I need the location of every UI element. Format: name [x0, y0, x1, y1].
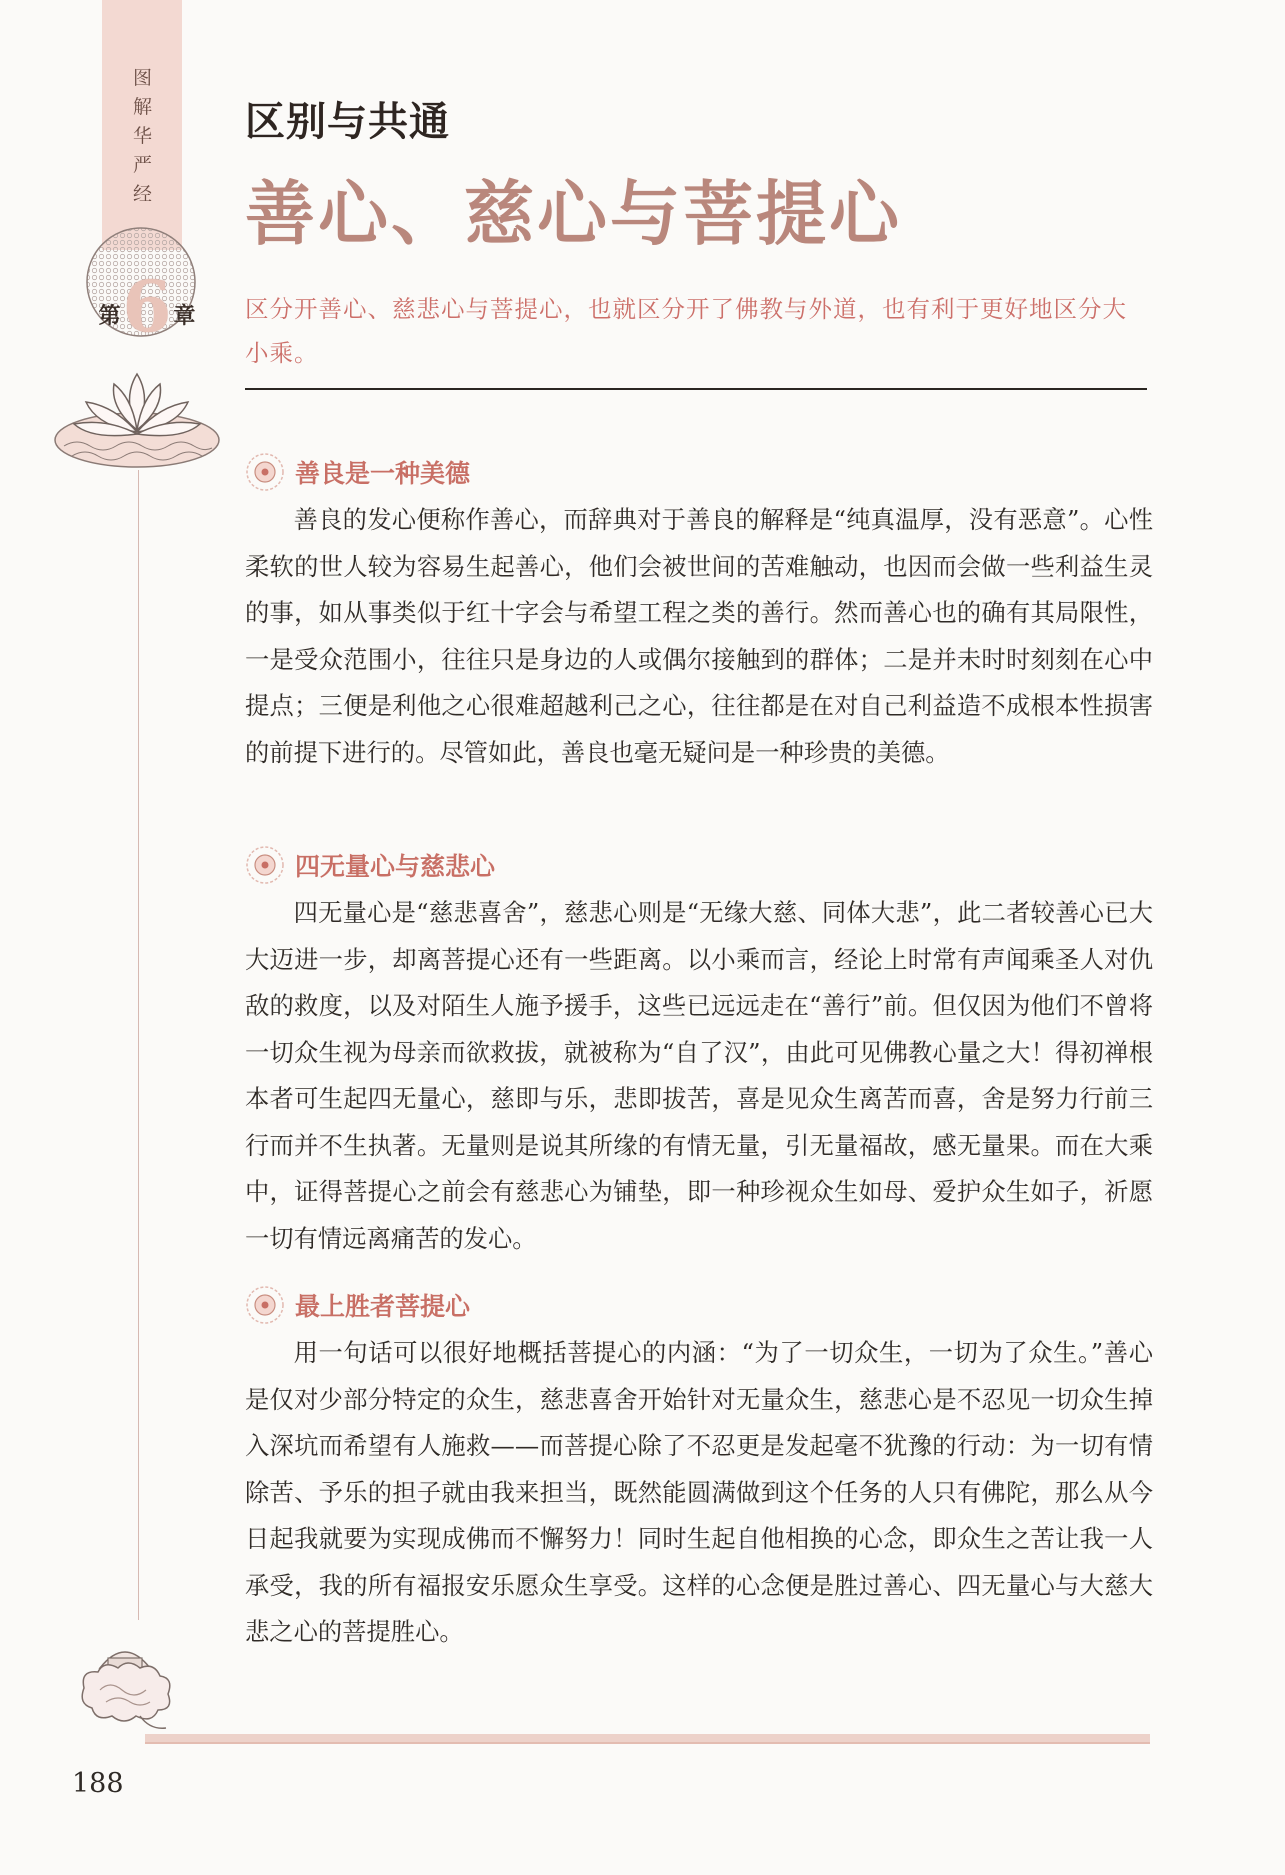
- footer-rule: [145, 1734, 1150, 1744]
- page-title: 善心、慈心与菩提心: [245, 172, 902, 255]
- dharma-wheel-icon: [245, 452, 285, 492]
- section-heading-1: [245, 452, 470, 492]
- chapter-label: [92, 265, 202, 348]
- dharma-wheel-icon: [245, 1285, 285, 1325]
- chapter-number: 6: [122, 265, 172, 348]
- margin-line: [138, 470, 139, 1620]
- book-series-title: 图解华严经: [132, 67, 153, 205]
- section-heading-2: [245, 845, 495, 885]
- section-body: 四无量心是“慈悲喜舍”，慈悲心则是“无缘大慈、同体大悲”，此二者较善心已大大迈进一步，却离菩提心还有一些距离。以小乘而言，经论上时常有声闻乘圣人对仇敌的救度，以及对陌生人施予援手，这些已远远走在“善行”前。但仅因为他们不曾将一切众生视为母亲而欲救拔，就被称为“自了汉”，由此可见佛教心量之大！得初禅根本者可生起四无量心，慈即与乐，悲即拔苦，喜是见众生离苦而喜，舍是努力行前三行而并不生执著。无量则是说其所缘的有情无量，引无量福故，感无量果。而在大乘中，证得菩提心之前会有慈悲心为铺垫，即一种珍视众生如母、爱护众生如子，祈愿一切有情远离痛苦的发心。: [245, 898, 1153, 1253]
- chapter-prefix: 第: [98, 303, 121, 329]
- title-divider: [245, 388, 1147, 390]
- section-body: 善良的发心便称作善心，而辞典对于善良的解释是“纯真温厚，没有恶意”。心性柔软的世人较为容易生起善心，他们会被世间的苦难触动，也因而会做一些利益生灵的事，如从事类似于红十字会与希望工程之类的善行。然而善心也的确有其局限性，一是受众范围小，往往只是身边的人或偶尔接触到的群体；二是并未时时刻刻在心中提点；三便是利他之心很难超越利己之心，往往都是在对自己利益造不成根本性损害的前提下进行的。尽管如此，善良也毫无疑问是一种珍贵的美德。: [245, 505, 1153, 767]
- section-body: 用一句话可以很好地概括菩提心的内涵：“为了一切众生，一切为了众生。”善心是仅对少部分特定的众生，慈悲喜舍开始针对无量众生，慈悲心是不忍见一切众生掉入深坑而希望有人施救——而菩提心除了不忍更是发起毫不犹豫的行动：为一切有情除苦、予乐的担子就由我来担当，既然能圆满做到这个任务的人只有佛陀，那么从今日起我就要为实现成佛而不懈努力！同时生起自他相换的心念，即众生之苦让我一人承受，我的所有福报安乐愿众生享受。这样的心念便是胜过善心、四无量心与大慈大悲之心的菩提胜心。: [245, 1338, 1153, 1646]
- section-title: 四无量心与慈悲心: [295, 852, 496, 881]
- page-number: 188: [72, 1768, 124, 1799]
- dharma-wheel-icon: [245, 845, 285, 885]
- lotus-icon: [52, 368, 222, 470]
- section-kicker: 区别与共通: [245, 98, 450, 145]
- section-title: 最上胜者菩提心: [295, 1292, 471, 1321]
- intro-text: 区分开善心、慈悲心与菩提心，也就区分开了佛教与外道，也有利于更好地区分大小乘。: [245, 295, 1127, 367]
- auspicious-cloud-icon: [70, 1628, 180, 1738]
- section-heading-3: [245, 1285, 470, 1325]
- chapter-suffix: 章: [173, 303, 196, 329]
- section-title: 善良是一种美德: [295, 459, 471, 488]
